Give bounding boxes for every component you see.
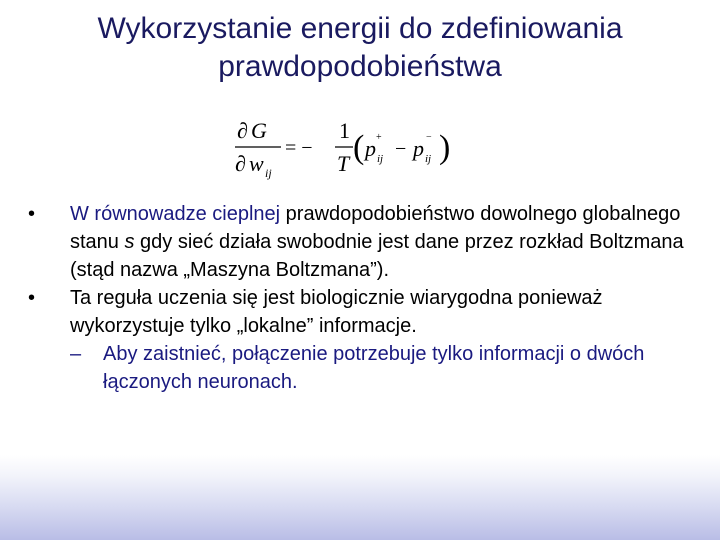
paren-open: (	[353, 129, 365, 166]
sub-bullet-marker: –	[70, 343, 82, 365]
title-line-2: prawdopodobieństwa	[218, 50, 502, 83]
bullet-item-2	[28, 284, 698, 340]
numerator-G: G	[251, 118, 267, 143]
p-minus: p	[413, 136, 424, 161]
paren-close: )	[439, 129, 451, 166]
sup-minus: −	[426, 132, 432, 143]
bullet-1-highlight: W równowadze cieplnej	[70, 203, 281, 225]
bullet-1-text-b: gdy sieć działa swobodnie jest dane przez rozkład Boltzmana (stąd nazwa „Maszyna Boltzmana”).	[70, 231, 684, 281]
formula-svg	[235, 118, 465, 182]
bullet-item-1	[28, 200, 698, 284]
bullet-marker: •	[28, 203, 36, 225]
denominator-w: w	[249, 151, 264, 176]
bullet-marker: •	[28, 287, 36, 309]
bullet-1-italic: s	[124, 231, 135, 253]
sub-bullet-text: Aby zaistnieć, połączenie potrzebuje tylko informacji o dwóch łączonych neuronach.	[103, 343, 645, 393]
page-title	[40, 10, 680, 86]
sub-bullet-item	[28, 340, 698, 396]
title-line-1: Wykorzystanie energii do zdefiniowania	[97, 12, 623, 45]
denominator-partial: ∂	[235, 151, 246, 176]
numerator-partial: ∂	[237, 118, 248, 143]
sup-plus: +	[376, 132, 382, 143]
operator-minus: −	[395, 138, 407, 160]
denominator-T: T	[337, 151, 350, 176]
bullet-1-text-a: prawdopodobieństwo dowolnego globalnego stanu	[70, 203, 681, 253]
denominator-ij: ij	[265, 166, 272, 180]
numerator-one: 1	[339, 118, 350, 143]
p-plus: p	[365, 136, 376, 161]
bullet-2-text: Ta reguła uczenia się jest biologicznie wiarygodna ponieważ wykorzystuje tylko „lokalne” informacje.	[70, 287, 603, 337]
energy-gradient-formula	[235, 118, 465, 182]
equals-minus: = −	[285, 137, 313, 159]
sub-ij-1: ij	[377, 153, 384, 165]
bullet-list	[28, 200, 698, 396]
sub-ij-2: ij	[425, 153, 432, 165]
